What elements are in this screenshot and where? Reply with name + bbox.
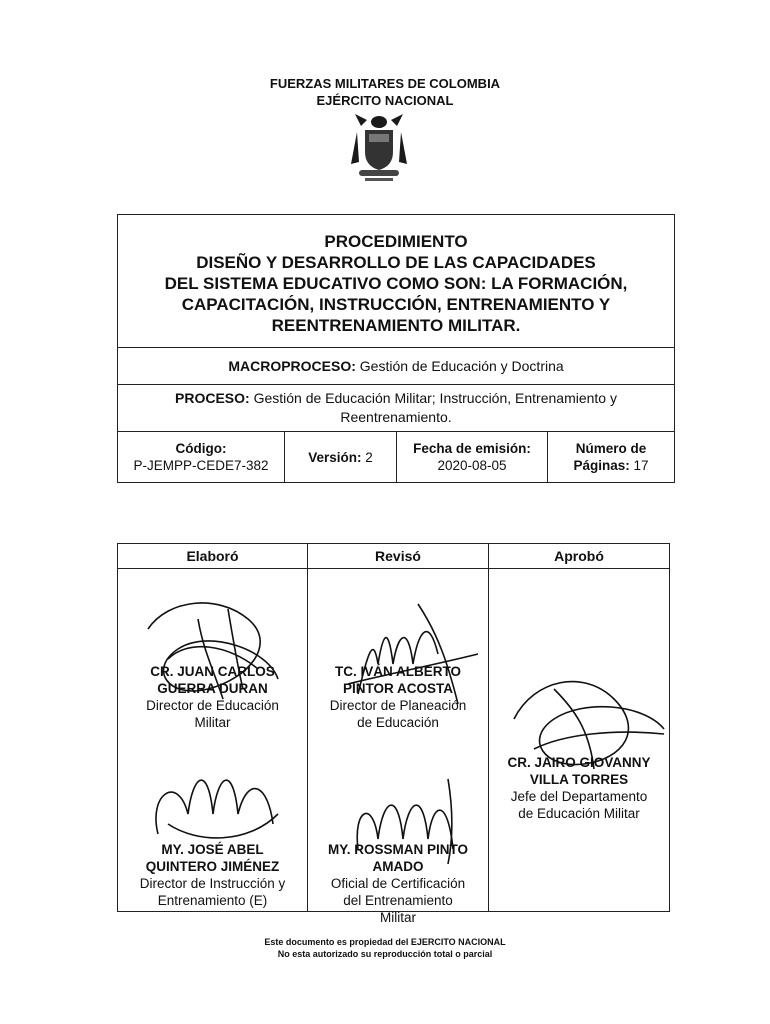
title-cell (118, 215, 675, 348)
proceso-value: Reentrenamiento. (340, 409, 452, 425)
person-role: de Educación Militar (518, 806, 640, 821)
person-role: Militar (380, 910, 416, 925)
person-name: PINTOR ACOSTA (342, 681, 453, 696)
person-entry (118, 663, 307, 731)
codigo-cell (118, 432, 285, 483)
person-name: CR. JAIRO GIOVANNY (507, 755, 651, 770)
person-entry (308, 841, 488, 926)
macroproceso-label: MACROPROCESO: (228, 358, 356, 374)
coat-of-arms-icon (347, 112, 411, 184)
signature-icon (138, 754, 298, 854)
title-line: DEL SISTEMA EDUCATIVO COMO SON: LA FORMACIÓN, (164, 273, 628, 293)
footer-reproduction: No esta autorizado su reproducción total o parcial (277, 949, 493, 959)
elaboro-column (118, 569, 308, 912)
proceso-row (118, 385, 675, 432)
person-role: Oficial de Certificación (330, 876, 466, 891)
person-name: MY. ROSSMAN PINTO (327, 842, 469, 857)
person-role: Entrenamiento (E) (157, 893, 268, 908)
person-name: QUINTERO JIMÉNEZ (145, 859, 280, 874)
paginas-label: Páginas: (573, 458, 630, 473)
codigo-value: P-JEMPP-CEDE7-382 (133, 458, 269, 473)
macroproceso-row (118, 348, 675, 385)
person-name: AMADO (372, 859, 424, 874)
title-line: REENTRENAMIENTO MILITAR. (271, 315, 521, 335)
title-line: CAPACITACIÓN, INSTRUCCIÓN, ENTRENAMIENTO Y (181, 294, 611, 314)
proceso-label: PROCESO: (175, 390, 250, 406)
person-name: GUERRA DURAN (157, 681, 268, 696)
version-label: Versión: (308, 449, 362, 465)
person-name: CR. JUAN CARLOS (150, 664, 275, 679)
document-title-block (117, 214, 675, 483)
person-role: Director de Planeación (329, 698, 467, 713)
fecha-value: 2020-08-05 (437, 458, 507, 473)
signature-table (117, 543, 670, 925)
person-role: Director de Instrucción y (139, 876, 286, 891)
version-cell (285, 432, 397, 483)
person-entry (489, 754, 669, 822)
person-entry (308, 663, 488, 731)
fecha-label: Fecha de emisión: (413, 441, 531, 456)
army-name: EJÉRCITO NACIONAL (316, 93, 454, 108)
person-role: Militar (194, 715, 231, 730)
header-elaboro: Elaboró (118, 544, 308, 569)
version-value: 2 (365, 449, 373, 465)
footer-ownership: Este documento es propiedad del EJERCITO NACIONAL (264, 937, 506, 947)
person-role: del Entrenamiento (343, 893, 453, 908)
person-name: TC. IVÁN ALBERTO (334, 664, 461, 679)
proceso-value: Gestión de Educación Militar; Instrucción, Entrenamiento y (253, 390, 617, 406)
reviso-column (308, 569, 489, 925)
document-type: PROCEDIMIENTO (324, 231, 468, 251)
header-reviso: Revisó (308, 544, 489, 569)
person-role: Director de Educación (146, 698, 279, 713)
fecha-cell (397, 432, 548, 483)
macroproceso-value: Gestión de Educación y Doctrina (359, 358, 564, 374)
org-name: FUERZAS MILITARES DE COLOMBIA (269, 76, 501, 91)
person-entry (118, 841, 307, 909)
codigo-label: Código: (175, 441, 227, 456)
person-name: VILLA TORRES (529, 772, 629, 787)
person-role: de Educación (357, 715, 439, 730)
paginas-cell (548, 432, 675, 483)
title-line: DISEÑO Y DESARROLLO DE LAS CAPACIDADES (196, 252, 596, 272)
person-role: Jefe del Departamento (510, 789, 648, 804)
paginas-label: Número de (575, 441, 647, 456)
person-name: MY. JOSÉ ABEL (161, 842, 264, 857)
header-aprobo: Aprobó (489, 544, 670, 569)
aprobo-column (489, 569, 670, 912)
paginas-value: 17 (633, 458, 649, 473)
